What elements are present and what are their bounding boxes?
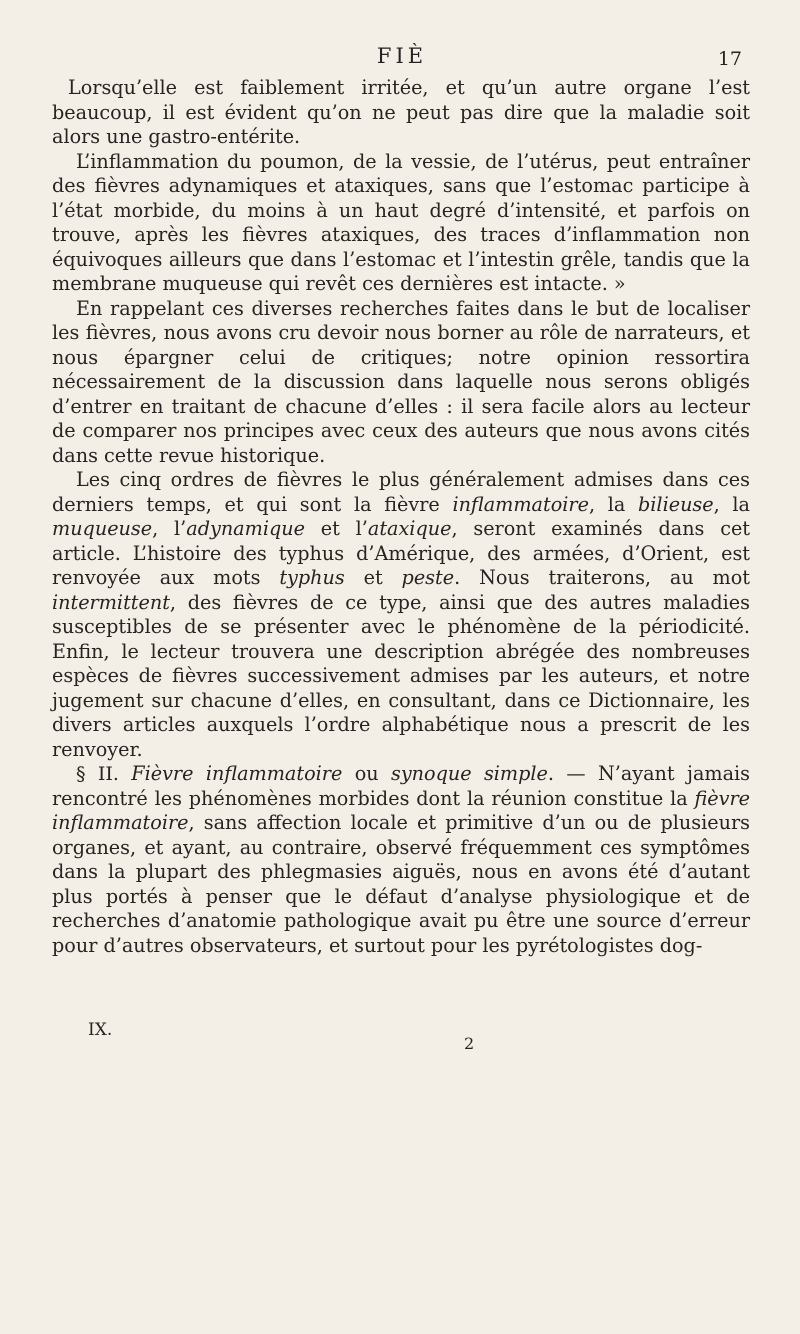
- text-run: et: [344, 566, 402, 589]
- text-run: . Nous traiterons, au mot: [454, 566, 751, 589]
- text-run: , l’: [152, 517, 187, 540]
- running-title: FIÈ: [376, 44, 428, 68]
- text-run: , des fièvres de ce type, ainsi que des autres maladies susceptibles de se présenter avec le phénomène de la périodicité. Enfin, le lecteur trouvera une description abrégée des nombreuses espèces de fièvres successivement admises par les auteurs, et notre jugement sur chacune d’elles, en consultant, dans ce Dictionnaire, les divers articles auxquels l’ordre alphabétique nous a prescrit de les renvoyer.: [52, 590, 750, 761]
- italic-term: bilieuse: [638, 492, 714, 516]
- paragraph-4: [52, 468, 750, 762]
- page-footer: [52, 1020, 750, 1053]
- italic-term: fièvre inflammatoire: [52, 786, 750, 834]
- paragraph-3: En rappelant ces diverses recherches faites dans le but de localiser les fièvres, nous avons cru devoir nous borner au rôle de narrateurs, et nous épargner celui de critiques; notre opinion ressortira nécessairement de la discussion dans laquelle nous serons obligés d’entrer en traitant de chacune d’elles : il sera facile alors au lecteur de comparer nos principes avec ceux des auteurs que nous avons cités dans cette revue historique.: [52, 296, 750, 467]
- paragraph-2: L’inflammation du poumon, de la vessie, de l’utérus, peut entraîner des fièvres adynamiques et ataxiques, sans que l’estomac participe à l’état morbide, du moins à un haut degré d’intensité, et parfois on trouve, après les fièvres ataxiques, des traces d’inflammation non équivoques ailleurs que dans l’estomac et l’intestin grêle, tandis que la membrane muqueuse qui revêt ces dernières est intacte. »: [52, 149, 750, 295]
- italic-term: peste: [401, 566, 455, 589]
- italic-term: intermittent: [52, 590, 170, 614]
- italic-term: inflammatoire: [452, 492, 589, 516]
- text-run: ou: [342, 762, 391, 785]
- paragraph-1: Lorsqu’elle est faiblement irritée, et qu’un autre organe l’est beaucoup, il est évident qu’on ne peut pas dire que la maladie soit alors une gastro-entérite.: [52, 76, 750, 148]
- italic-term: typhus: [279, 566, 345, 589]
- text-run: , sans affection locale et primitive d’un ou de plusieurs organes, et ayant, au contraire, observé fréquemment ces symptômes dans la plupart des phlegmasies aiguës, nous en avons été d’autant plus portés à penser que le défaut d’analyse physiologique et de recherches d’anatomie pathologique avait pu être une source d’erreur pour d’autres observateurs, et surtout pour les pyrétologistes dog-: [52, 811, 750, 957]
- text-run: . — N’ayant jamais rencontré les phénomènes morbides dont la réunion constitue la: [52, 762, 751, 810]
- italic-term: adynamique: [186, 517, 305, 540]
- text-run: , la: [588, 492, 639, 516]
- body-text: [52, 76, 750, 958]
- section-title: Fièvre inflammatoire: [131, 762, 343, 785]
- page-number: 17: [717, 48, 742, 70]
- volume-number: IX.: [88, 1020, 113, 1040]
- text-run: , la: [713, 492, 750, 516]
- section-title-synonym: synoque simple: [390, 762, 548, 785]
- section-number: § II.: [76, 763, 119, 785]
- text-run: Les cinq ordres de fièvres le plus généralement admises dans ces derniers temps, et qui sont la fièvre: [52, 468, 750, 516]
- text-run: , seront examinés dans cet article. L’histoire des typhus d’Amérique, des armées, d’Orient, est renvoyée aux mots: [52, 517, 751, 589]
- italic-term: muqueuse: [52, 517, 153, 540]
- italic-term: ataxique: [367, 517, 452, 540]
- text-run: et l’: [304, 517, 368, 540]
- running-head: [52, 44, 752, 74]
- signature-mark: 2: [464, 1034, 475, 1053]
- paragraph-5: [52, 762, 750, 958]
